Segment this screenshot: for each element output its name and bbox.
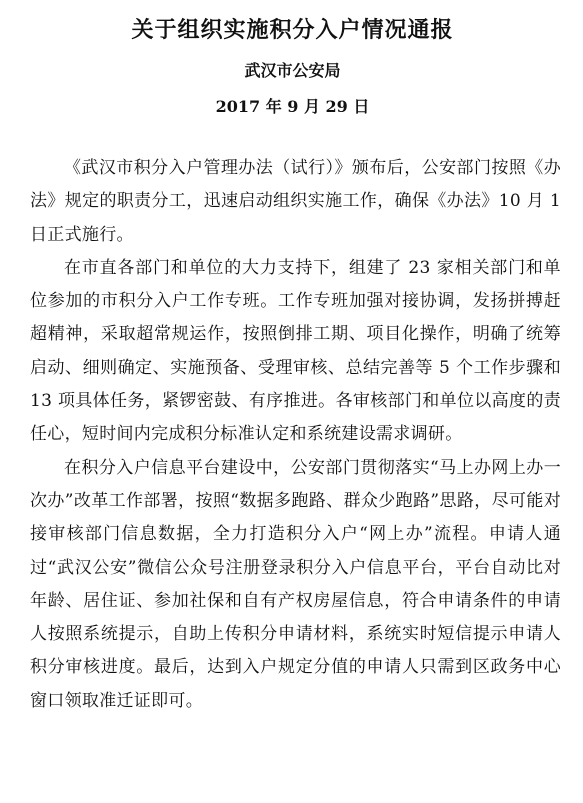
- paragraph-3: 在积分入户信息平台建设中，公安部门贯彻落实“马上办网上办一次办”改革工作部署，按照“数据多跑路、群众少跑路”思路，尽可能对接审核部门信息数据，全力打造积分入户“网上办”流程。申请人通过“武汉公安”微信公众号注册登录积分入户信息平台，平台自动比对年龄、居住证、参加社保和自有产权房屋信息，符合申请条件的申请人按照系统提示，自助上传积分申请材料，系统实时短信提示申请人积分审核进度。最后，达到入户规定分值的申请人只需到区政务中心窗口领取准迁证即可。: [30, 457, 561, 711]
- paragraph-2: 在市直各部门和单位的大力支持下，组建了 23 家相关部门和单位参加的市积分入户工作专班。工作专班加强对接协调，发扬拼搏赶超精神，采取超常规运作，按照倒排工期、项目化操作，明确了统筹启动、细则确定、实施预备、受理审核、总结完善等 5 个工作步骤和 13 项具体任务，紧锣密鼓、有序推进。各审核部门和单位以高度的责任心，短时间内完成积分标准认定和系统建设需求调研。: [30, 257, 561, 445]
- document-body: [24, 152, 561, 718]
- document-title: 关于组织实施积分入户情况通报: [131, 18, 454, 43]
- document-date: 2017 年 9 月 29 日: [215, 97, 370, 116]
- document-issuer: 武汉市公安局: [244, 61, 341, 80]
- paragraph-1: 《武汉市积分入户管理办法（试行）》颁布后，公安部门按照《办法》规定的职责分工，迅速启动组织实施工作，确保《办法》10 月 1 日正式施行。: [30, 158, 561, 245]
